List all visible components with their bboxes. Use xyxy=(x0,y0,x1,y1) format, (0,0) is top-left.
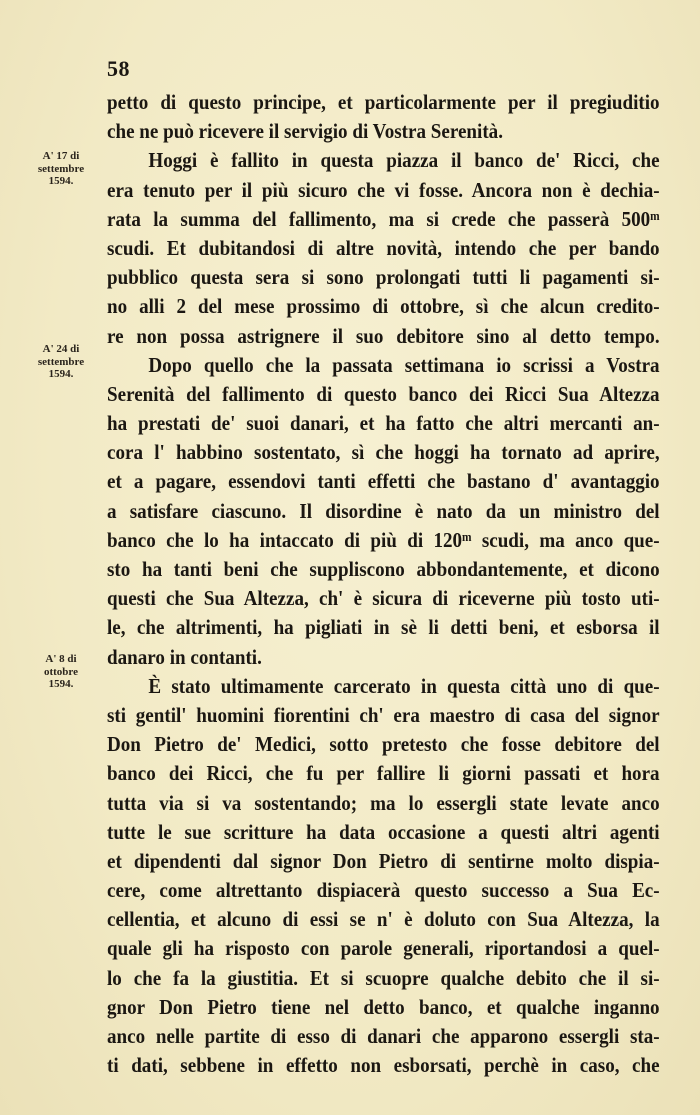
margin-note-3 xyxy=(22,653,100,691)
margin-note-line: 1594. xyxy=(48,175,74,187)
text-line: sti gentil' huomini fiorentini ch' era maestro di casa del signor xyxy=(107,702,660,727)
margin-note-line: 1594. xyxy=(48,368,74,380)
margin-note-1 xyxy=(22,150,100,188)
margin-note-line: 1594. xyxy=(48,678,74,690)
text-line: et dipendenti dal signor Don Pietro di sentirne molto dispia- xyxy=(107,848,660,873)
text-line: tutta via si va sostentando; ma lo essergli state levate anco xyxy=(107,790,660,815)
text-line: Dopo quello che la passata settimana io scrissi a Vostra xyxy=(148,352,660,377)
text-line: era tenuto per il più sicuro che vi fosse. Ancora non è dechia- xyxy=(107,177,660,202)
text-line: È stato ultimamente carcerato in questa città uno di que- xyxy=(148,673,660,698)
text-line: rata la summa del fallimento, ma si crede che passerà 500ᵐ xyxy=(107,206,660,231)
text-line: banco che lo ha intaccato di più di 120ᵐ scudi, ma anco que- xyxy=(107,527,660,552)
text-line: cellentia, et alcuno di essi se n' è doluto con Sua Altezza, la xyxy=(107,907,660,932)
text-line: tutte le sue scritture ha data occasione a questi altri agenti xyxy=(107,819,660,844)
margin-note-line: A' 8 di xyxy=(45,653,77,665)
text-line: che ne può ricevere il servigio di Vostra Serenità. xyxy=(107,119,503,144)
body-text xyxy=(107,88,660,1080)
margin-note-line: settembre xyxy=(37,162,85,175)
text-line: cere, come altrettanto dispiacerà questo successo a Sua Ec- xyxy=(107,878,660,903)
text-line: anco nelle partite di esso di danari che apparono essergli sta- xyxy=(107,1024,660,1048)
text-line: Hoggi è fallito in questa piazza il banco de' Ricci, che xyxy=(148,148,660,173)
text-line: le, che altrimenti, ha pigliati in sè li detti beni, et esborsa il xyxy=(107,615,660,640)
text-line: gnor Don Pietro tiene nel detto banco, et qualche inganno xyxy=(107,994,660,1019)
text-line: scudi. Et dubitandosi di altre novità, intendo che per bando xyxy=(107,235,660,260)
margin-note-line: settembre xyxy=(37,355,85,368)
text-line: sto ha tanti beni che suppliscono abbondantemente, et dicono xyxy=(107,557,660,581)
text-line: no alli 2 del mese prossimo di ottobre, sì che alcun credito- xyxy=(107,294,660,319)
text-line: cora l' habbino sostentato, sì che hoggi ha tornato ad aprire, xyxy=(107,440,660,465)
margin-note-line: ottobre xyxy=(43,665,78,678)
text-line: danaro in contanti. xyxy=(107,644,262,669)
margin-note-2 xyxy=(22,343,100,381)
text-line: ti dati, sebbene in effetto non esborsati, perchè in caso, che xyxy=(107,1053,660,1078)
text-line: questi che Sua Altezza, ch' è sicura di riceverne più tosto uti- xyxy=(107,586,660,611)
text-line: et a pagare, essendovi tanti effetti che bastano d' avantaggio xyxy=(107,469,660,494)
text-line: Serenità del fallimento di questo banco dei Ricci Sua Altezza xyxy=(107,381,660,406)
text-line: banco dei Ricci, che fu per fallire li giorni passati et hora xyxy=(107,761,660,786)
text-line: ha prestati de' suoi danari, et ha fatto che altri mercanti an- xyxy=(107,411,660,436)
text-line: quale gli ha risposto con parole generali, riportandosi a quel- xyxy=(107,936,660,961)
margin-note-line: A' 17 di xyxy=(42,150,80,162)
text-line: re non possa astrignere il suo debitore sino al detto tempo. xyxy=(107,323,660,348)
text-line: pubblico questa sera si sono prolongati tutti li pagamenti si- xyxy=(107,265,660,290)
text-line: a satisfare ciascuno. Il disordine è nato da un ministro del xyxy=(107,498,660,523)
text-line: Don Pietro de' Medici, sotto pretesto che fosse debitore del xyxy=(107,732,660,757)
text-line: petto di questo principe, et particolarmente per il pregiuditio xyxy=(107,90,660,114)
margin-note-line: A' 24 di xyxy=(42,343,80,355)
text-line: lo che fa la giustitia. Et si scuopre qualche debito che il si- xyxy=(107,965,660,990)
page-number: 58 xyxy=(107,56,130,81)
